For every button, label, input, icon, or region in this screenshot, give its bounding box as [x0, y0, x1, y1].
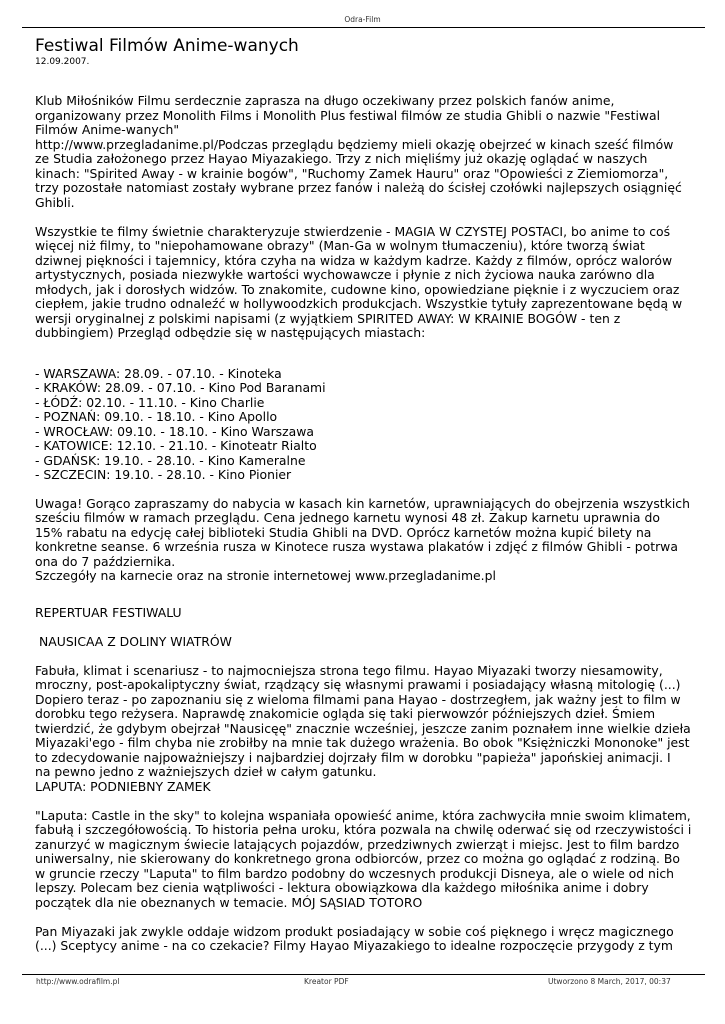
nausicaa-paragraph: Fabuła, klimat i scenariusz - to najmocniejsza strona tego filmu. Hayao Miyazaki tworzy niesamowity, mroczny, post-apokaliptyczny świat, rządzący się własnymi prawami i posiadający własną mitologię (...) Dopiero teraz - po zapoznaniu się z wieloma filmami pana Hayao - dostrzegłem, jak ważny jest to film w dorobku tego reżysera. Naprawdę znakomicie ogląda się taki pierwowzór późniejszych dzieł. Śmiem twierdzić, że gdybym obejrzał "Nausicęę" znacznie wcześniej, jeszcze zanim poznałem inne wielkie dzieła Miyazaki'ego - film chyba nie zrobiłby na mnie tak dużego wrażenia. Bo obok "Księżniczki Mononoke" jest to zdecydowanie najpoważniejszy i najbardziej dojrzały film w dorobku "papieża" japońskiej animacji. I na pewno jedno z ważniejszych dzieł w całym gatunku. LAPUTA: PODNIEBNY ZAMEK: [35, 662, 691, 794]
footer-generator: Kreator PDF: [304, 977, 349, 986]
tickets-paragraph: Uwaga! Gorąco zapraszamy do nabycia w kasach kin karnetów, uprawniających do obejrzenia wszystkich sześciu filmów w ramach przeglądu. Cena jednego karnetu wynosi 48 zł. Zakup karnetu uprawnia do 15% rabatu na edycję całej biblioteki Studia Ghibli na DVD. Oprócz karnetów można kupić bilety na konkretne seanse. 6 września rusza w Kinotece rusza wystawa plakatów i zdjęć z filmów Ghibli - potrwa ona do 7 października. Szczegóły na karnecie oraz na stronie internetowej www.przegladanime.pl: [35, 495, 690, 583]
magic-paragraph: Wszystkie te filmy świetnie charakteryzuje stwierdzenie - MAGIA W CZYSTEJ POSTACI, bo anime to coś więcej niż filmy, to "niepohamowane obrazy" (Man-Ga w wolnym tłumaczeniu), które tworzą świat dziwnej piękności i tajemnicy, która czyha na widza w każdym kadrze. Każdy z filmów, oprócz walorów artystycznych, posiada niezwykłe wartości wychowawcze i płynie z nich życiowa nauka zarówno dla młodych, jak i dorosłych widzów. To znakomite, cudowne kino, opowiedziane pięknie i z wyczuciem oraz ciepłem, jakie trudno odnaleźć w hollywoodzkich produkcjach. Wszystkie tytuły zaprezentowane będą w wersji oryginalnej z polskimi napisami (z wyjątkiem SPIRITED AWAY: W KRAINIE BOGÓW - ten z dubbingiem) Przegląd odbędzie się w następujących miastach:: [35, 223, 683, 340]
intro-paragraph: Klub Miłośników Filmu serdecznie zaprasza na długo oczekiwany przez polskich fanów anime, organizowany przez Monolith Films i Monolith Plus festiwal filmów ze studia Ghibli o nazwie "Festiwal Filmów Anime-wanych" http://www.przegladanime.pl/Podczas przeglądu będziemy mieli okazję obejrzeć w kinach sześć filmów ze Studia założonego przez Hayao Miyazakiego. Trzy z nich mięliśmy już okazję oglądać w naszych kinach: "Spirited Away - w krainie bogów", "Ruchomy Zamek Hauru" oraz "Opowieści z Ziemiomorza", trzy pozostałe natomiast zostały wybrane przez fanów i należą do ścisłej czołówki najlepszych osiągnięć Ghibli.: [35, 93, 682, 210]
article-date: 12.09.2007.: [35, 57, 90, 67]
list-item: - GDAŃSK: 19.10. - 28.10. - Kino Kameralne: [35, 452, 306, 468]
footer-url: http://www.odrafilm.pl: [36, 977, 120, 986]
list-item: - POZNAŃ: 09.10. - 18.10. - Kino Apollo: [35, 409, 278, 424]
list-item: - KRAKÓW: 28.09. - 07.10. - Kino Pod Baranami: [35, 380, 326, 395]
laputa-paragraph: "Laputa: Castle in the sky" to kolejna wspaniała opowieść anime, która zachwyciła mnie swoim klimatem, fabułą i szczegółowością. To historia pełna uroku, która pozwala na chwilę oderwać się od rzeczywistości i zanurzyć w magicznym świecie latających pojazdów, przedziwnych zwierząt i miejsc. Jest to film bardzo uniwersalny, nie skierowany do konkretnego grona odbiorców, przez co można go oglądać z rodziną. Bo w gruncie rzeczy "Laputa" to film bardzo podobny do wczesnych produkcji Disneya, ale o wiele od nich lepszy. Polecam bez cienia wątpliwości - lektura obowiązkowa dla każdego miłośnika anime i dobry początek dla nie obeznanych w temacie. MÓJ SĄSIAD TOTORO: [35, 807, 692, 910]
page-header-site-label: Odra-Film: [344, 15, 381, 24]
article: [35, 36, 705, 968]
city-schedule-list: [35, 367, 705, 483]
list-item: - WARSZAWA: 28.09. - 07.10. - Kinoteka: [35, 365, 282, 381]
repertoire-heading: REPERTUAR FESTIWALU: [35, 604, 182, 620]
list-item: - SZCZECIN: 19.10. - 28.10. - Kino Pionier: [35, 467, 292, 482]
footer-divider: [22, 974, 705, 975]
totoro-paragraph: Pan Miyazaki jak zwykle oddaje widzom produkt posiadający w sobie coś pięknego i wręcz magicznego (...) Sceptycy anime - na co czekacie? Filmy Hayao Miyazakiego to idealne rozpoczęcie przygody z tym: [35, 923, 674, 953]
nausicaa-heading: NAUSICAA Z DOLINY WIATRÓW: [39, 633, 232, 649]
list-item: - ŁÓDŹ: 02.10. - 11.10. - Kino Charlie: [35, 394, 265, 410]
list-item: - WROCŁAW: 09.10. - 18.10. - Kino Warszawa: [35, 423, 314, 439]
article-title: Festiwal Filmów Anime-wanych: [35, 36, 299, 56]
header-divider: [22, 27, 705, 28]
footer-created-date: Utworzono 8 March, 2017, 00:37: [548, 977, 671, 986]
list-item: - KATOWICE: 12.10. - 21.10. - Kinoteatr Rialto: [35, 438, 317, 453]
